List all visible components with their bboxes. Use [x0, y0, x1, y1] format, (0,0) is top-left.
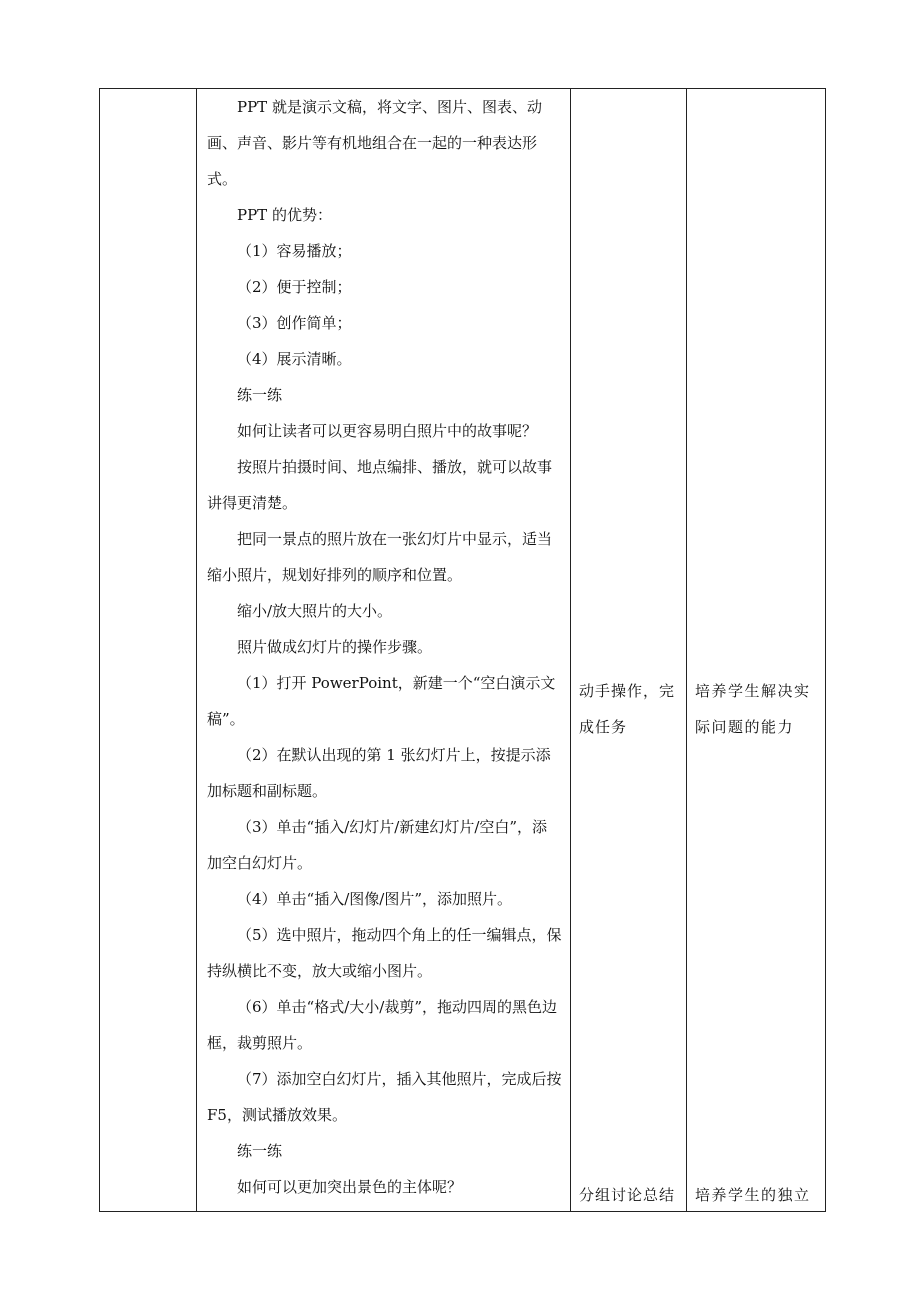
content-paragraph: 如何可以更加突出景色的主体呢？	[237, 1178, 463, 1196]
content-paragraph: （6）单击“格式/大小/裁剪”，拖动四周的黑色边框，裁剪照片。	[207, 998, 557, 1052]
activity-task-text: 动手操作，完成任务	[579, 682, 676, 736]
content-cell	[197, 89, 571, 1212]
lesson-plan-table	[99, 88, 826, 1212]
content-paragraph: （7）添加空白幻灯片，插入其他照片，完成后按 F5，测试播放效果。	[207, 1070, 562, 1124]
activity-discussion-text: 分组讨论总结	[579, 1186, 676, 1204]
content-paragraph: （3）创作简单；	[237, 314, 352, 332]
design-purpose-cell	[687, 89, 826, 1212]
content-paragraph: 按照片拍摄时间、地点编排、播放，就可以故事讲得更清楚。	[207, 458, 553, 512]
content-paragraph: 如何让读者可以更容易明白照片中的故事呢？	[237, 422, 538, 440]
content-paragraph: 练一练	[237, 386, 283, 404]
content-paragraph: PPT 就是演示文稿，将文字、图片、图表、动画、声音、影片等有机地组合在一起的一种表达形式。	[207, 98, 542, 188]
content-paragraph: （2）在默认出现的第 1 张幻灯片上，按提示添加标题和副标题。	[207, 746, 551, 800]
content-paragraph: （4）单击“插入/图像/图片”，添加照片。	[237, 890, 512, 908]
content-paragraph: 把同一景点的照片放在一张幻灯片中显示，适当缩小照片，规划好排列的顺序和位置。	[207, 530, 553, 584]
table-row	[100, 89, 826, 1212]
content-paragraph: PPT 的优势：	[237, 206, 332, 224]
purpose-independent-text: 培养学生的独立	[695, 1186, 811, 1204]
content-paragraph: （2）便于控制；	[237, 278, 352, 296]
content-paragraph: （1）打开 PowerPoint，新建一个“空白演示文稿”。	[207, 674, 556, 728]
content-paragraph: 缩小/放大照片的大小。	[237, 602, 393, 620]
content-paragraph: （4）展示清晰。	[237, 350, 352, 368]
content-paragraph: （3）单击“插入/幻灯片/新建幻灯片/空白”，添加空白幻灯片。	[207, 818, 548, 872]
content-text	[197, 89, 570, 1211]
content-paragraph: （1）容易播放；	[237, 242, 352, 260]
blank-left-cell	[100, 89, 197, 1212]
content-paragraph: 练一练	[237, 1142, 283, 1160]
content-paragraph: （5）选中照片，拖动四个角上的任一编辑点，保持纵横比不变，放大或缩小图片。	[207, 926, 562, 980]
student-activity-cell	[571, 89, 687, 1212]
purpose-ability-text: 培养学生解决实际问题的能力	[695, 682, 811, 736]
content-paragraph: 照片做成幻灯片的操作步骤。	[237, 638, 433, 656]
